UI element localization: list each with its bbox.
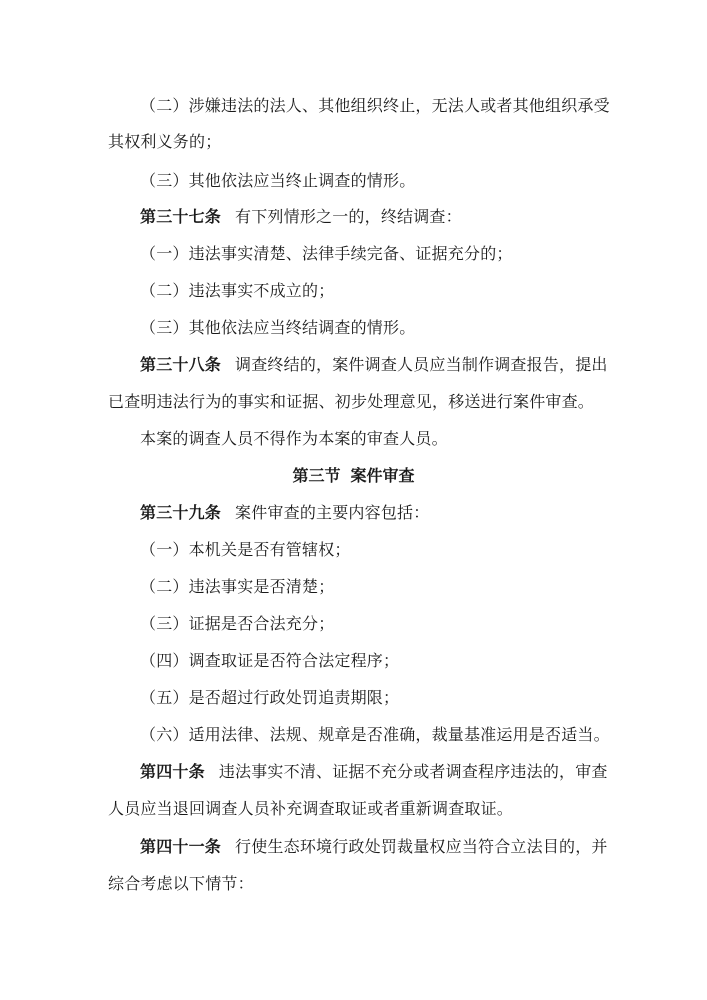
article-41	[140, 836, 608, 858]
paragraph-line: 其权利义务的；	[108, 132, 222, 151]
paragraph-line: 人员应当退回调查人员补充调查取证或者重新调查取证。	[108, 799, 514, 818]
paragraph-line: 综合考虑以下情节：	[108, 874, 254, 893]
paragraph-line: （四）调查取证是否符合法定程序；	[140, 651, 400, 670]
paragraph-line: （五）是否超过行政处罚追责期限；	[140, 688, 400, 707]
article-38	[140, 354, 608, 376]
article-label: 第四十条	[140, 762, 205, 781]
section-heading	[0, 465, 707, 487]
paragraph-line: （一）违法事实清楚、法律手续完备、证据充分的；	[140, 244, 513, 263]
paragraph-line: 本案的调查人员不得作为本案的审查人员。	[140, 429, 448, 448]
article-37	[140, 206, 462, 228]
article-text: 案件审查的主要内容包括：	[235, 503, 430, 522]
article-text: 行使生态环境行政处罚裁量权应当符合立法目的，并	[235, 837, 608, 856]
section-title: 案件审查	[350, 466, 415, 485]
paragraph-line: （三）其他依法应当终止调查的情形。	[140, 171, 416, 190]
article-label: 第三十七条	[140, 207, 222, 226]
paragraph-line: （三）证据是否合法充分；	[140, 614, 335, 633]
article-label: 第三十八条	[140, 355, 222, 374]
paragraph-line: （二）违法事实是否清楚；	[140, 577, 335, 596]
article-text: 调查终结的，案件调查人员应当制作调查报告，提出	[235, 355, 608, 374]
paragraph-line: （一）本机关是否有管辖权；	[140, 540, 351, 559]
paragraph-line: （二）违法事实不成立的；	[140, 281, 335, 300]
article-label: 第三十九条	[140, 503, 222, 522]
article-40	[140, 761, 608, 783]
article-39	[140, 502, 429, 524]
paragraph-line: （三）其他依法应当终结调查的情形。	[140, 318, 416, 337]
section-number: 第三节	[292, 466, 341, 485]
paragraph-line: （二）涉嫌违法的法人、其他组织终止，无法人或者其他组织承受	[140, 96, 610, 115]
article-label: 第四十一条	[140, 837, 222, 856]
paragraph-line: 已查明违法行为的事实和证据、初步处理意见，移送进行案件审查。	[108, 392, 595, 411]
paragraph-line: （六）适用法律、法规、规章是否准确，裁量基准运用是否适当。	[140, 725, 610, 744]
article-text: 违法事实不清、证据不充分或者调查程序违法的，审查	[218, 762, 608, 781]
article-text: 有下列情形之一的，终结调查：	[235, 207, 462, 226]
